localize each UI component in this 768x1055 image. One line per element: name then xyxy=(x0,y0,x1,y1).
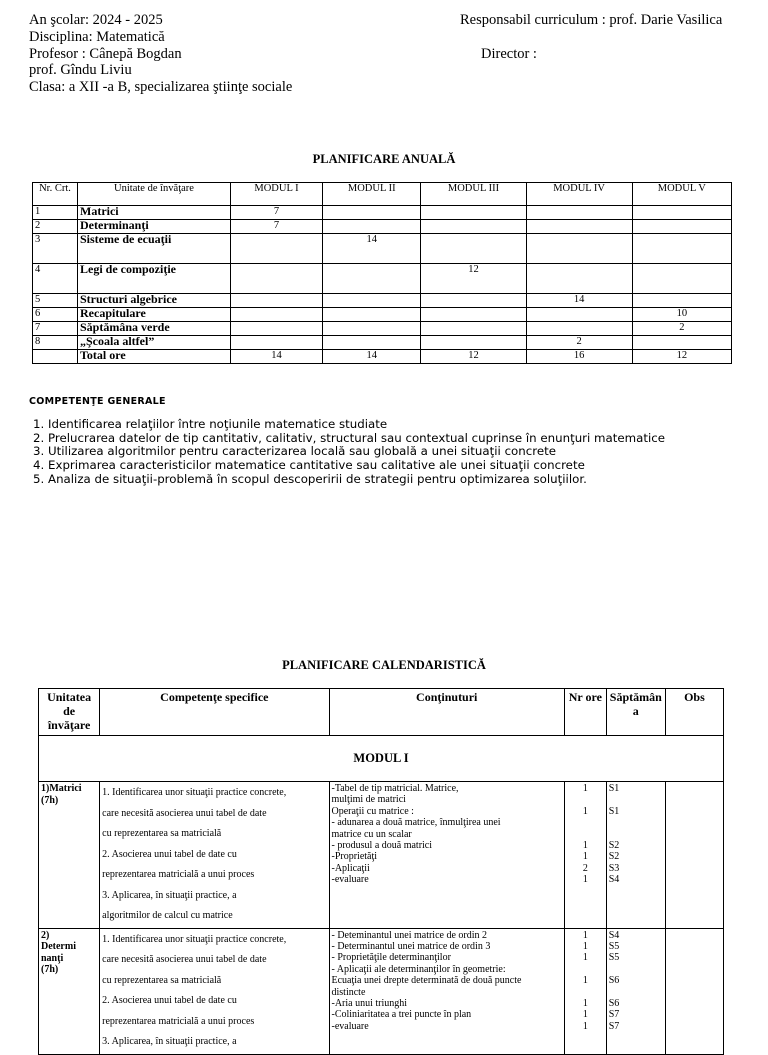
contents xyxy=(329,928,564,1054)
module-hours xyxy=(526,206,632,220)
content-line: distincte xyxy=(331,986,366,998)
hours-value: 1 xyxy=(582,952,588,964)
week-value: S2 xyxy=(608,851,620,863)
hours-value: 1 xyxy=(582,874,588,886)
hours-value: 1 xyxy=(582,975,588,987)
content-line: -Tabel de tip matricial. Matrice, xyxy=(331,783,459,794)
week-value: S7 xyxy=(608,1009,620,1021)
content-line: -Aria unui triunghi xyxy=(331,997,408,1009)
module-hours: 2 xyxy=(632,322,731,336)
content-line: - adunarea a două matrice, înmulţirea unei xyxy=(331,817,501,829)
hours-value xyxy=(567,987,604,998)
week-value xyxy=(609,817,663,828)
content-line: - Proprietăţile determinanţilor xyxy=(331,952,451,964)
module-hours xyxy=(421,206,526,220)
competence-line: care necesită asocierea unui tabel de date xyxy=(102,807,267,819)
table-row xyxy=(33,264,732,294)
module-hours xyxy=(632,206,731,220)
column-header: Conţinuturi xyxy=(329,689,564,736)
week-value: S3 xyxy=(608,862,620,874)
module-hours: 12 xyxy=(421,350,526,364)
hours-value: 1 xyxy=(582,851,588,863)
week xyxy=(606,782,665,929)
competence-line: cu reprezentarea sa matricială xyxy=(102,828,222,839)
column-header: MODUL IV xyxy=(526,183,632,206)
week-value xyxy=(609,964,663,975)
unit-name: Structuri algebrice xyxy=(78,294,231,308)
week-value: S4 xyxy=(608,874,620,886)
module-hours xyxy=(421,220,526,234)
unit-name: Matrici xyxy=(78,206,231,220)
module-hours: 2 xyxy=(526,336,632,350)
module-hours xyxy=(632,336,731,350)
column-header: MODUL V xyxy=(632,183,731,206)
learning-unit xyxy=(39,782,100,929)
module-hours xyxy=(421,322,526,336)
row-number xyxy=(33,350,78,364)
competence-line: cu reprezentarea sa matricială xyxy=(102,974,222,986)
module-hours xyxy=(322,308,421,322)
module-hours xyxy=(526,308,632,322)
content-line: Operaţii cu matrice : xyxy=(331,805,414,817)
learning-unit-line: 2) xyxy=(41,929,50,941)
module-hours xyxy=(421,234,526,264)
contents xyxy=(329,782,564,929)
hours xyxy=(564,782,606,929)
module-hours xyxy=(231,294,323,308)
annual-plan-header-row xyxy=(33,183,732,206)
week-value xyxy=(609,829,663,840)
module-hours: 14 xyxy=(231,350,323,364)
module-hours xyxy=(322,220,421,234)
learning-unit-line: (7h) xyxy=(41,964,59,975)
calendar-plan-table xyxy=(38,688,724,1055)
content-line: Ecuaţia unei drepte determinată de două puncte xyxy=(331,975,522,987)
general-competences-title: COMPETENŢE GENERALE xyxy=(29,396,166,407)
week-value xyxy=(609,794,663,805)
module-hours xyxy=(231,264,323,294)
module-hours: 7 xyxy=(231,220,323,234)
learning-unit-line: nanţi xyxy=(41,952,64,964)
teacher-2: prof. Gîndu Liviu xyxy=(29,62,132,79)
specific-competences xyxy=(100,782,329,929)
unit-name: Săptămâna verde xyxy=(78,322,231,336)
row-number: 7 xyxy=(33,322,78,336)
observations xyxy=(665,782,723,929)
row-number: 5 xyxy=(33,294,78,308)
module-hours xyxy=(231,308,323,322)
competence-item: 4. Exprimarea caracteristicilor matematice cantitative sau calitative ale unei situaţii concrete xyxy=(33,458,585,473)
unit-name: Legi de compoziţie xyxy=(78,264,231,294)
hours-value: 1 xyxy=(582,783,588,794)
column-header: Competenţe specifice xyxy=(100,689,329,736)
week-value: S6 xyxy=(608,997,620,1009)
competence-line: care necesită asocierea unui tabel de date xyxy=(102,954,267,965)
week-value: S1 xyxy=(608,805,620,817)
column-header: Nr. Crt. xyxy=(33,183,78,206)
hours-value: 2 xyxy=(582,862,588,874)
table-row xyxy=(33,350,732,364)
column-header: Săptămân a xyxy=(606,689,665,736)
competence-line: 3. Aplicarea, în situaţii practice, a xyxy=(102,1036,237,1047)
column-header: MODUL II xyxy=(322,183,421,206)
hours-value: 1 xyxy=(582,840,588,852)
calendar-plan-title: PLANIFICARE CALENDARISTICĂ xyxy=(282,658,486,672)
module-hours: 12 xyxy=(632,350,731,364)
content-line: -Coliniaritatea a trei puncte în plan xyxy=(331,1009,472,1021)
learning-unit xyxy=(39,928,100,1054)
week-value: S7 xyxy=(608,1020,620,1032)
module-hours xyxy=(421,294,526,308)
module-hours: 10 xyxy=(632,308,731,322)
module-hours xyxy=(526,264,632,294)
unit-name: Determinanţi xyxy=(78,220,231,234)
competence-line: 3. Aplicarea, în situaţii practice, a xyxy=(102,889,237,901)
content-line: matrice cu un scalar xyxy=(331,828,412,840)
observations xyxy=(665,928,723,1054)
class: Clasa: a XII -a B, specializarea ştiinţe sociale xyxy=(29,79,293,96)
module-hours xyxy=(632,234,731,264)
competence-item: 2. Prelucrarea datelor de tip cantitativ, calitativ, structural sau contextual cuprinse în enunţuri matematice xyxy=(33,430,666,445)
column-header: Unitatea de învăţare xyxy=(39,689,100,736)
content-line: - produsul a două matrici xyxy=(331,840,433,852)
module-hours xyxy=(632,294,731,308)
content-line: -Aplicaţii xyxy=(331,862,370,874)
learning-unit-line: (7h) xyxy=(41,794,59,806)
hours-value: 1 xyxy=(582,940,588,952)
hours xyxy=(564,928,606,1054)
module-hours xyxy=(322,294,421,308)
unit-name: „Şcoala altfel” xyxy=(78,336,231,350)
row-number: 2 xyxy=(33,220,78,234)
hours-value: 1 xyxy=(582,1009,588,1021)
column-header: Unitate de învăţare xyxy=(78,183,231,206)
specific-competences xyxy=(100,928,329,1054)
header-left xyxy=(29,12,292,96)
module-hours xyxy=(421,336,526,350)
competence-item: 3. Utilizarea algoritmilor pentru caracterizarea locală sau globală a unei situaţii concrete xyxy=(33,444,556,459)
hours-value: 1 xyxy=(582,1020,588,1032)
module-hours: 14 xyxy=(322,350,421,364)
module-hours xyxy=(231,234,323,264)
module-hours xyxy=(421,308,526,322)
unit-name: Recapitulare xyxy=(78,308,231,322)
discipline: Disciplina: Matematică xyxy=(29,28,165,45)
competence-line: 2. Asocierea unui tabel de date cu xyxy=(102,995,237,1006)
content-line: mulţimi de matrici xyxy=(331,794,406,806)
week-value: S4 xyxy=(608,929,620,941)
column-header: Obs xyxy=(665,689,723,736)
content-line: -Proprietăţi xyxy=(331,851,378,863)
unit-name: Sisteme de ecuaţii xyxy=(78,234,231,264)
content-line: - Determinantul unei matrice de ordin 3 xyxy=(331,940,491,952)
module-hours xyxy=(231,322,323,336)
row-number: 6 xyxy=(33,308,78,322)
table-row xyxy=(39,782,724,929)
column-header: Nr ore xyxy=(564,689,606,736)
week-value: S2 xyxy=(608,840,620,852)
competence-line: 1. Identificarea unor situaţii practice concrete, xyxy=(102,787,287,798)
competence-line: reprezentarea matricială a unui proces xyxy=(102,869,255,880)
module-title: MODUL I xyxy=(39,736,724,782)
module-hours xyxy=(632,264,731,294)
table-row xyxy=(39,928,724,1054)
week-value: S1 xyxy=(608,783,620,794)
content-line: -evaluare xyxy=(331,1020,369,1032)
annual-plan-table xyxy=(32,182,732,364)
week-value: S5 xyxy=(608,940,620,952)
week-value xyxy=(609,987,663,998)
module-hours: 7 xyxy=(231,206,323,220)
table-row xyxy=(33,336,732,350)
row-number: 4 xyxy=(33,264,78,294)
hours-value: 1 xyxy=(582,805,588,817)
module-hours: 14 xyxy=(322,234,421,264)
module-hours xyxy=(526,220,632,234)
hours-value xyxy=(567,964,604,975)
teacher: Profesor : Cânepă Bogdan xyxy=(29,45,182,62)
content-line: - Deteminantul unei matrice de ordin 2 xyxy=(331,929,488,941)
calendar-plan-header-row xyxy=(39,689,724,736)
curriculum-responsible: Responsabil curriculum : prof. Darie Vasilica xyxy=(460,12,723,28)
module-hours: 12 xyxy=(421,264,526,294)
row-number: 1 xyxy=(33,206,78,220)
module-hours xyxy=(322,206,421,220)
school-year: An şcolar: 2024 - 2025 xyxy=(29,12,163,28)
module-hours xyxy=(322,264,421,294)
learning-unit-line: 1)Matrici xyxy=(41,783,82,794)
competence-item: 1. Identificarea relaţiilor între noţiunile matematice studiate xyxy=(33,417,388,431)
module-hours xyxy=(322,336,421,350)
module-hours xyxy=(526,234,632,264)
hours-value xyxy=(567,794,604,805)
hours-value: 1 xyxy=(582,997,588,1009)
module-hours xyxy=(231,336,323,350)
column-header: MODUL III xyxy=(421,183,526,206)
competence-line: 2. Asocierea unui tabel de date cu xyxy=(102,848,237,860)
hours-value: 1 xyxy=(582,929,588,941)
competence-line: reprezentarea matricială a unui proces xyxy=(102,1015,255,1027)
learning-unit-line: Determi xyxy=(41,941,76,952)
director-label: Director : xyxy=(481,46,537,62)
week-value: S5 xyxy=(608,952,620,964)
module-hours: 14 xyxy=(526,294,632,308)
hours-value xyxy=(567,829,604,840)
competence-line: algoritmilor de calcul cu matrice xyxy=(102,910,233,921)
competence-item: 5. Analiza de situaţii-problemă în scopul descoperirii de strategii pentru optimizarea soluţiilor. xyxy=(33,471,587,486)
unit-name: Total ore xyxy=(78,350,231,364)
competence-line: 1. Identificarea unor situaţii practice concrete, xyxy=(102,933,287,945)
week-value: S6 xyxy=(608,975,620,987)
week xyxy=(606,928,665,1054)
module-hours xyxy=(322,322,421,336)
module-hours xyxy=(632,220,731,234)
table-row xyxy=(33,234,732,264)
module-hours xyxy=(526,322,632,336)
column-header: MODUL I xyxy=(231,183,323,206)
module-hours: 16 xyxy=(526,350,632,364)
row-number: 8 xyxy=(33,336,78,350)
annual-plan-title: PLANIFICARE ANUALĂ xyxy=(312,152,456,166)
general-competences-list xyxy=(33,418,665,487)
row-number: 3 xyxy=(33,234,78,264)
content-line: -evaluare xyxy=(331,874,369,886)
content-line: - Aplicaţii ale determinanţilor în geometrie: xyxy=(331,963,506,975)
hours-value xyxy=(567,817,604,828)
